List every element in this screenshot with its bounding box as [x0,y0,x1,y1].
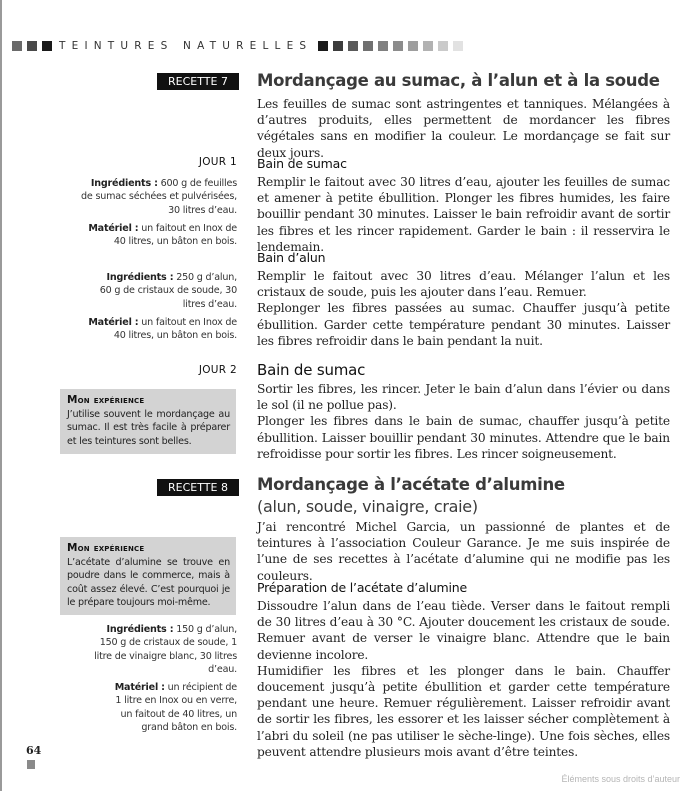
sumac-bath-title: Bain de sumac [257,156,347,171]
day-1-label: JOUR 1 [198,156,237,168]
running-head-left-squares [12,41,57,51]
recipe-8-badge: RECETTE 8 [157,479,239,496]
ingredients-label: Ingrédients : [106,624,174,635]
decorative-square [333,41,343,51]
ingredients-text: 250 g d’alun, 60 g de cristaux de soude, 30 litres d’eau. [99,272,237,310]
decorative-square [363,41,373,51]
day-2-sumac-bath-title: Bain de sumac [257,361,366,379]
decorative-square [12,41,22,51]
alum-bath-text [257,268,670,349]
recipe-8-side-notes [87,623,237,739]
sumac-bath-paragraph: Remplir le faitout avec 30 litres d’eau, ajouter les feuilles de sumac et amener à petite ébullition. Plonger les fibres humides, les faire bouillir pendant 30 minutes. Laisser le bain refroidir avant de sortir les fibres et les rincer rapidement. Garder le bain : il resservira le lendemain. [257,175,670,254]
materiel-text: un faitout en Inox de 40 litres, un bâton en bois. [113,222,237,248]
experience-title: Mon expérience [67,542,145,554]
day-2-text [257,381,670,462]
recipe-8-intro-text: J’ai rencontré Michel Garcia, un passionné de plantes et de teintures à l’association Couleur Garance. Je me suis inspirée de l’une de ses recettes à l’acétate d’alumine qui ne modifie pas les couleurs. [257,520,670,583]
preparation-title: Préparation de l’acétate d’alumine [257,580,468,595]
recipe-8-intro [257,519,670,584]
recipe-7-intro-text: Les feuilles de sumac sont astringentes et tanniques. Mélangées à d’autres produits, elles permettent de mordancer les fibres végétales sans en modifier la couleur. Le mordançage se fait sur deux jours. [257,97,670,160]
recipe-7-intro [257,96,670,161]
day-2-paragraph-2: Plonger les fibres dans le bain de sumac, chauffer jusqu’à petite ébullition. Laisser bouillir pendant 30 minutes. Attendre que le bain refroidisse pour sortir les fibres. Les rincer soigneusement. [257,414,670,461]
materiel-label: Matériel : [88,222,139,234]
running-head [12,40,468,52]
page-edge [0,0,2,791]
recipe-7-badge: RECETTE 7 [157,73,239,90]
decorative-square [423,41,433,51]
day-2-label: JOUR 2 [198,364,237,376]
alum-bath-ingredients [97,271,237,311]
materiel-label: Matériel : [88,316,139,328]
experience-text: L’acétate d’alumine se trouve en poudre dans le commerce, mais à coût assez élevé. C’est pourquoi je le prépare toujours moi-même. [67,557,230,608]
recipe-8-materiel [107,681,237,734]
experience-text: J’utilise souvent le mordançage au sumac. Il est très facile à préparer et les teintures sont belles. [67,409,230,447]
running-head-title: TEINTURES NATURELLES [59,40,313,52]
alum-bath-title: Bain d’alun [257,250,326,265]
experience-title: Mon expérience [67,394,145,406]
decorative-square [42,41,52,51]
recipe-8-title [257,475,565,516]
decorative-square [27,41,37,51]
decorative-square [408,41,418,51]
recipe-8-experience-box [60,537,236,615]
ingredients-label: Ingrédients : [106,272,174,283]
materiel-label: Matériel : [114,682,165,694]
decorative-square [393,41,403,51]
page-number-square [27,760,35,769]
day-2-paragraph-1: Sortir les fibres, les rincer. Jeter le bain d’alun dans l’évier ou dans le sol (il ne pollue pas). [257,382,670,413]
ingredients-text: 150 g d’alun, 150 g de cristaux de soude, 1 litre de vinaigre blanc, 30 litres d’eau. [94,624,237,675]
preparation-paragraph-1: Dissoudre l’alun dans de l’eau tiède. Verser dans le faitout rempli de 30 litres d’eau à 30 °C. Ajouter doucement les cristaux de soude. Remuer avant de verser le vinaigre blanc. Attendre que le bain devienne incolore. [257,599,670,662]
ingredients-text: 600 g de feuilles de sumac séchées et pulvérisées, 30 litres d’eau. [81,178,237,216]
sumac-bath-materiel [77,222,237,249]
alum-bath-side-notes [88,271,237,347]
decorative-square [348,41,358,51]
decorative-square [378,41,388,51]
sumac-bath-ingredients [77,177,237,217]
running-head-right-squares [318,41,468,51]
sumac-bath-side-notes [77,177,237,253]
materiel-text: un récipient de 1 litre en Inox ou en verre, un faitout de 40 litres, un grand bâton en bois. [115,682,237,734]
recipe-7-experience-box [60,389,236,454]
decorative-square [453,41,463,51]
recipe-8-title-main: Mordançage à l’acétate d’alumine [257,475,565,494]
preparation-paragraph-2: Humidifier les fibres et les plonger dans le bain. Chauffer doucement jusqu’à petite ébullition et garder cette température pendant une heure. Remuer régulièrement. Laisser refroidir avant de sortir les fibres, les essorer et les laisser sécher complètement à l’abri du soleil (ne pas utiliser le sèche-linge). Une fois sèches, elles peuvent attendre plusieurs mois avant d’être teintes. [257,663,670,759]
decorative-square [438,41,448,51]
materiel-text: un faitout en Inox de 40 litres, un bâton en bois. [113,316,237,342]
page-number: 64 [26,744,42,757]
recipe-8-ingredients [87,623,237,676]
ingredients-label: Ingrédients : [90,178,158,189]
alum-bath-paragraph-1: Remplir le faitout avec 30 litres d’eau. Mélanger l’alun et les cristaux de soude, puis les ajouter dans l’eau. Remuer. [257,269,670,300]
preparation-text [257,598,670,760]
alum-bath-paragraph-2: Replonger les fibres passées au sumac. Chauffer jusqu’à petite ébullition. Garder cette température pendant 30 minutes. Laisser les fibres refroidir dans le bain pendant la nuit. [257,301,670,348]
recipe-7-title: Mordançage au sumac, à l’alun et à la soude [257,71,660,90]
recipe-8-subtitle: (alun, soude, vinaigre, craie) [257,497,478,516]
decorative-square [318,41,328,51]
copyright-watermark: Éléments sous droits d’auteur [561,774,680,784]
sumac-bath-text [257,174,670,255]
alum-bath-materiel [77,316,237,343]
